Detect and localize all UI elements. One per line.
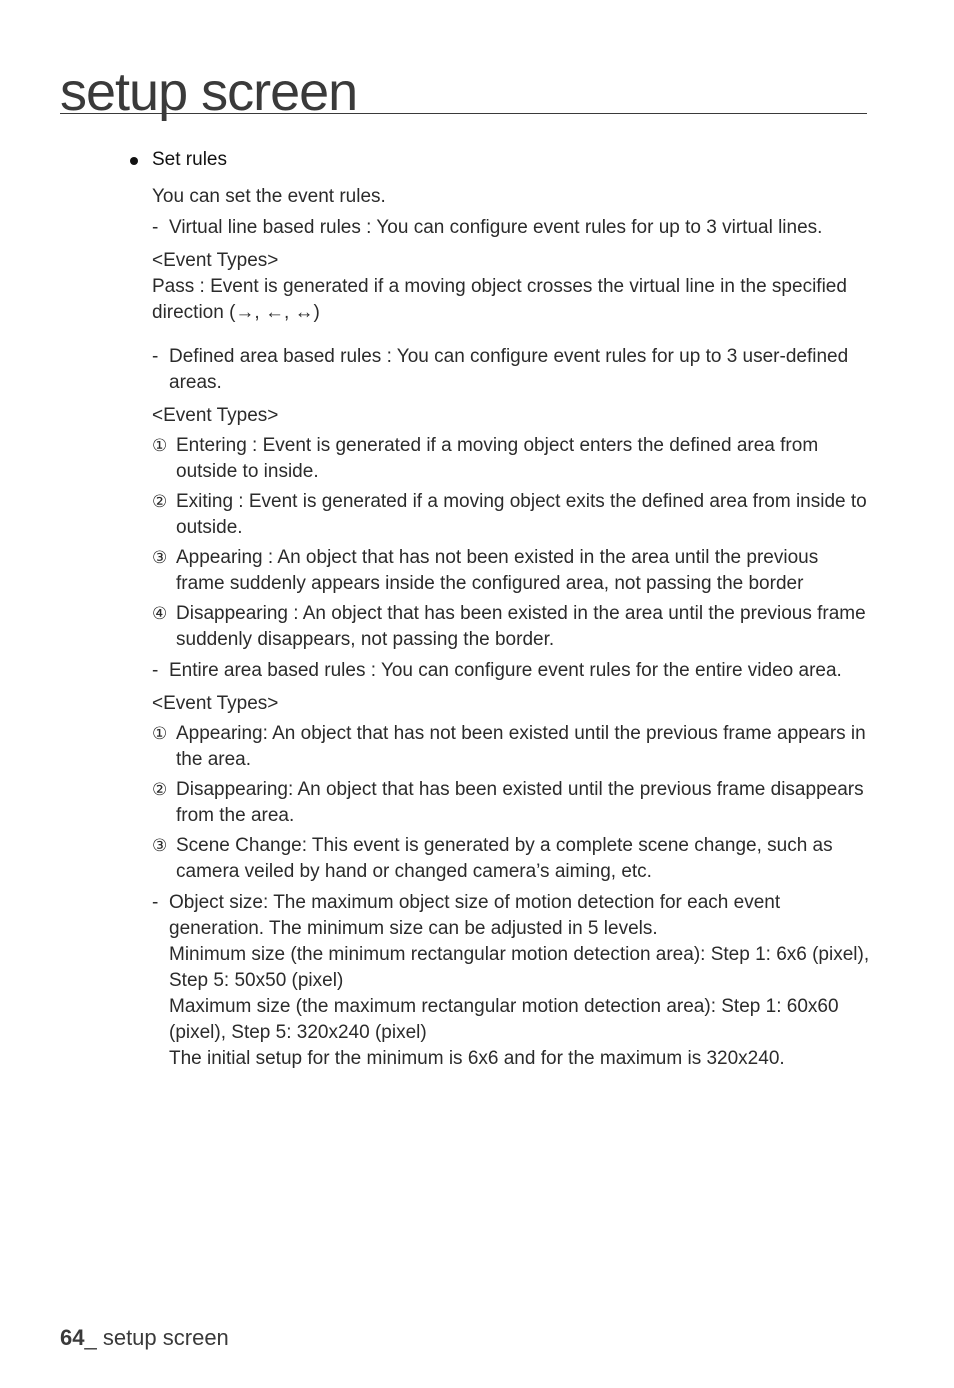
number-mark: ② <box>152 492 168 512</box>
number-mark: ① <box>152 724 168 744</box>
number-mark: ③ <box>152 548 168 568</box>
virtual-line-text: Virtual line based rules : You can configure event rules for up to 3 virtual lines. <box>169 217 823 238</box>
dash-mark: - <box>152 346 159 367</box>
number-mark: ③ <box>152 836 168 856</box>
list-item <box>152 433 870 485</box>
list-item <box>152 777 870 829</box>
list-item-text: Disappearing : An object that has been existed in the area until the previous frame suddenly disappears, not passing the border. <box>176 603 866 650</box>
list-item <box>152 545 870 597</box>
event-types-label: <Event Types> <box>152 250 279 271</box>
page-title: setup screen <box>60 62 358 122</box>
object-size-line: The initial setup for the minimum is 6x6 and for the maximum is 320x240. <box>169 1048 785 1069</box>
dash-mark: - <box>152 217 159 238</box>
bullet-icon <box>130 157 138 165</box>
entire-area-rule <box>152 658 870 684</box>
defined-area-rule <box>152 344 870 396</box>
dash-mark: - <box>152 892 159 913</box>
header-rule <box>60 113 867 114</box>
list-item-text: Entering : Event is generated if a moving object enters the defined area from outside to inside. <box>176 435 819 482</box>
number-mark: ④ <box>152 604 168 624</box>
page-footer <box>60 1323 229 1353</box>
page-header <box>60 60 867 122</box>
event-types-label: <Event Types> <box>152 693 279 714</box>
section-title: Set rules <box>152 149 227 170</box>
number-mark: ② <box>152 780 168 800</box>
list-item-text: Exiting : Event is generated if a moving object exits the defined area from inside to outside. <box>176 491 867 538</box>
object-size-rule <box>152 890 870 1072</box>
object-size-line: Object size: The maximum object size of motion detection for each event generation. The minimum size can be adjusted in 5 levels. <box>169 892 781 939</box>
list-item-text: Scene Change: This event is generated by a complete scene change, such as camera veiled by hand or changed camera’s aiming, etc. <box>176 835 833 882</box>
section-heading <box>130 147 870 173</box>
object-size-line: Maximum size (the maximum rectangular motion detection area): Step 1: 60x60 (pixel), Step 5: 320x240 (pixel) <box>169 996 839 1043</box>
list-item <box>152 601 870 653</box>
defined-area-text: Defined area based rules : You can configure event rules for up to 3 user-defined areas. <box>169 346 849 393</box>
list-item <box>152 489 870 541</box>
list-item-text: Disappearing: An object that has been existed until the previous frame disappears from the area. <box>176 779 864 826</box>
list-item-text: Appearing : An object that has not been existed in the area until the previous frame suddenly appears inside the configured area, not passing the border <box>176 547 819 594</box>
list-item <box>152 833 870 885</box>
entire-area-text: Entire area based rules : You can configure event rules for the entire video area. <box>169 660 842 681</box>
page-number: 64 <box>60 1325 85 1350</box>
footer-label: _ setup screen <box>84 1325 229 1350</box>
event-types-label: <Event Types> <box>152 405 279 426</box>
virtual-line-rule <box>152 215 870 241</box>
section-body <box>152 184 870 1072</box>
list-item <box>152 721 870 773</box>
object-size-line: Minimum size (the minimum rectangular motion detection area): Step 1: 6x6 (pixel), Step 5: 50x50 (pixel) <box>169 944 870 991</box>
intro-text: You can set the event rules. <box>152 186 386 207</box>
pass-text: Pass : Event is generated if a moving object crosses the virtual line in the specified direction (→, ←, ↔) <box>152 276 847 323</box>
content <box>130 147 870 1072</box>
dash-mark: - <box>152 660 159 681</box>
list-item-text: Appearing: An object that has not been existed until the previous frame appears in the area. <box>176 723 866 770</box>
number-mark: ① <box>152 436 168 456</box>
